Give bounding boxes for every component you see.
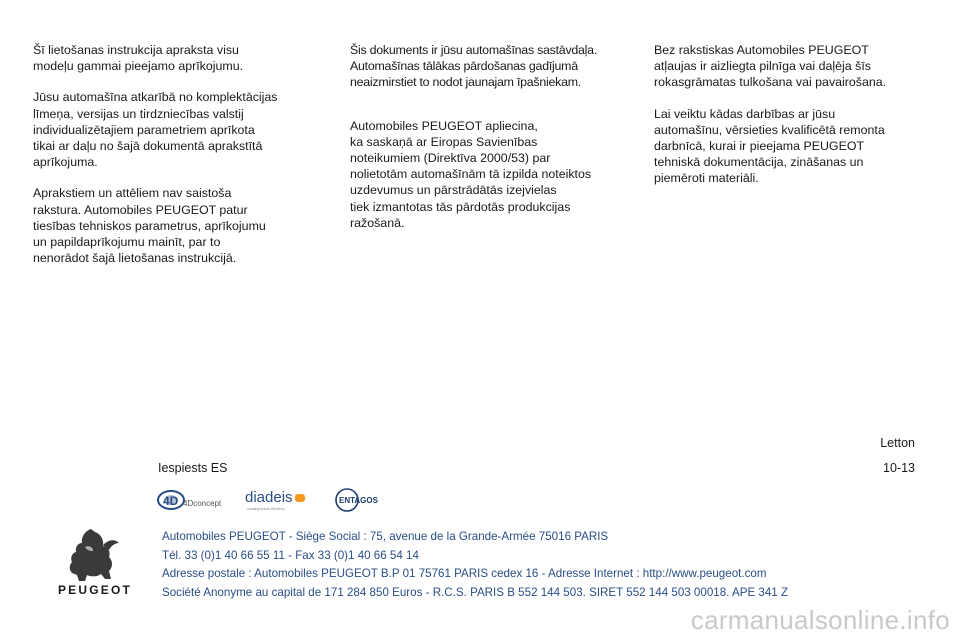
text-column-1 xyxy=(33,42,323,281)
text-column-2 xyxy=(350,42,630,246)
address-line: Adresse postale : Automobiles PEUGEOT B.P 01 75761 PARIS cedex 16 - Adresse Internet : http://www.peugeot.com xyxy=(162,567,767,580)
text-column-3 xyxy=(654,42,924,202)
address-line: Automobiles PEUGEOT - Siège Social : 75, avenue de la Grande-Armée 75016 PARIS xyxy=(162,530,609,543)
paragraph: Jūsu automašīna atkarībā no komplektācijas līmeņa, versijas un tirdzniecības valstij individualizētajiem parametriem aprīkota tikai ar daļu no šajā dokumentā aprakstītā aprīkojuma. xyxy=(33,90,278,170)
address-line: Tél. 33 (0)1 40 66 55 11 - Fax 33 (0)1 40 66 54 14 xyxy=(162,548,419,562)
peugeot-wordmark: PEUGEOT xyxy=(57,583,133,597)
entagos-logo xyxy=(333,486,393,514)
diadeis-tagline: creating brand efficiency xyxy=(247,507,285,511)
company-address xyxy=(162,528,788,602)
paragraph: Šis dokuments ir jūsu automašīnas sastāvdaļa. Automašīnas tālākas pārdošanas gadījumā neaizmirstiet to nodot jaunajam īpašniekam. xyxy=(350,43,598,90)
watermark: carmanualsonline.info xyxy=(690,605,950,635)
address-line: Société Anonyme au capital de 171 284 850 Euros - R.C.S. PARIS B 552 144 503. SIRET 552 144 503 00018. APE 341 Z xyxy=(162,585,789,599)
paragraph: Šī lietošanas instrukcija apraksta visu modeļu gammai pieejamo aprīkojumu. xyxy=(33,43,244,74)
paragraph: Bez rakstiskas Automobiles PEUGEOT atļaujas ir aizliegta pilnīga vai daļēja šīs rokasgrāmatas tulkošana vai pavairošana. xyxy=(654,43,887,90)
diadeis-logo-text: diadeis xyxy=(245,489,293,506)
edition-code: 10-13 xyxy=(883,461,915,475)
language-label: Letton xyxy=(880,436,915,450)
paragraph: Lai veiktu kādas darbības ar jūsu automašīnu, vērsieties kvalificētā remonta darbnīcā, kurai ir pieejama PEUGEOT tehniskā dokumentācija, zināšanas un piemēroti materiāli. xyxy=(654,106,885,186)
svg-text:4D: 4D xyxy=(163,494,179,508)
fourd-concept-logo xyxy=(155,486,227,514)
entagos-logo-text: ENTAGOS xyxy=(339,496,378,505)
diadeis-logo xyxy=(243,486,315,514)
paragraph: Automobiles PEUGEOT apliecina, ka saskaņā ar Eiropas Savienības noteikumiem (Direktīva 2000/53) par nolietotām automašīnām tā izpilda noteiktos uzdevumus un pārstrādātās izejvielas tiek izmantotas tās pārdotās produkcijas ražošanā. xyxy=(350,118,592,230)
printed-in-label: Iespiests ES xyxy=(158,461,228,475)
paragraph: Aprakstiem un attēliem nav saistoša rakstura. Automobiles PEUGEOT patur tiesības tehniskos parametrus, aprīkojumu un papildaprīkojumu mainīt, par to nenorādot šajā lietošanas instrukcijā. xyxy=(33,186,266,266)
fourd-logo-text: 4Dconcept xyxy=(183,499,222,508)
